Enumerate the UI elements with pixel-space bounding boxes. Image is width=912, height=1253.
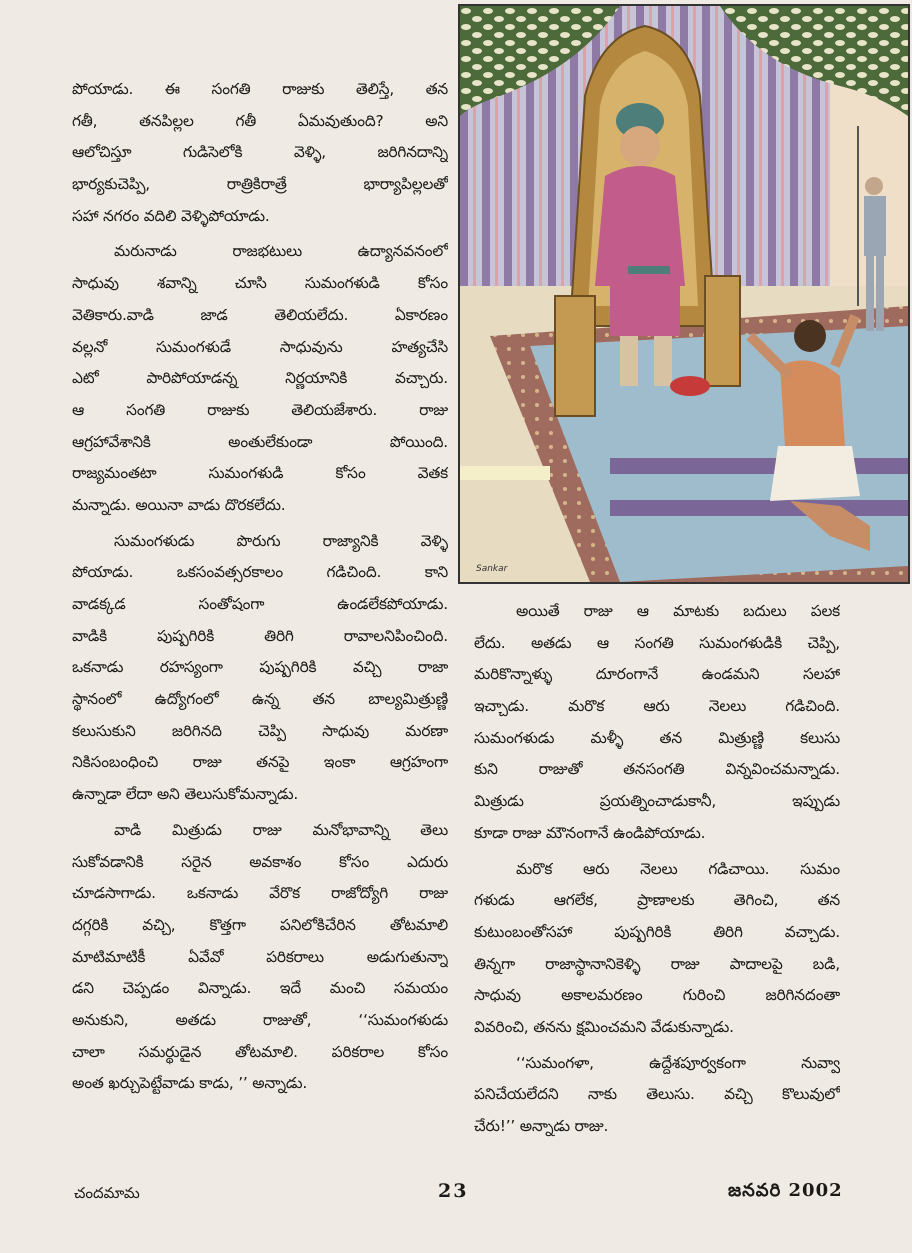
- text-line: కుటుంబంతోసహా పుష్పగిరికి తిరిగి వచ్చాడు.: [474, 922, 840, 941]
- text-line: ఇచ్చాడు. మరొక ఆరు నెలలు గడిచింది.: [474, 697, 840, 716]
- text-line: మాటిమాటికీ ఏవేవో పరికరాలు అడుగుతున్నా: [72, 947, 448, 966]
- text-line: కుని రాజుతో తనసంగతి విన్నవించమన్నాడు.: [474, 760, 840, 779]
- text-line: రాజ్యమంతటా సుమంగళుడి కోసం వెతక: [72, 464, 448, 483]
- text-line: సాధువు శవాన్ని చూసి సుమంగళుడి కోసం: [72, 274, 448, 293]
- king-throne-illustration: [460, 6, 908, 582]
- text-line: లేదు. అతడు ఆ సంగతి సుమంగళుడికి చెప్పి,: [474, 633, 840, 652]
- text-line: వాడి మిత్రుడు రాజు మనోభావాన్ని తెలు: [114, 820, 448, 839]
- text-line: చూడసాగాడు. ఒకనాడు వేరొక రాజోద్యోగి రాజు: [72, 884, 448, 903]
- text-line: పనిచేయలేదని నాకు తెలుసు. వచ్చి కొలువులో: [474, 1085, 840, 1104]
- text-line: అంత ఖర్చుపెట్టేవాడు కాడు, ’’ అన్నాడు.: [72, 1074, 308, 1093]
- paragraph: [72, 815, 448, 1100]
- left-text-column: [72, 74, 448, 1104]
- text-line: వల్లనో సుమంగళుడే సాధువును హత్యచేసి: [72, 337, 448, 356]
- text-line: భార్యకుచెప్పి, రాత్రికిరాత్రే భార్యాపిల్లలతో: [72, 175, 448, 194]
- text-line: డని చెప్పడం విన్నాడు. ఇదే మంచి సమయం: [72, 979, 448, 998]
- page-footer: [0, 1178, 912, 1208]
- text-line: అనుకుని, అతడు రాజుతో, ‘‘సుమంగళుడు: [72, 1010, 448, 1029]
- text-line: ఒకనాడు రహస్యంగా పుష్పగిరికి వచ్చి రాజా: [72, 658, 448, 677]
- text-line: సుకోవడానికి సరైన అవకాశం కోసం ఎదురు: [72, 852, 448, 871]
- text-line: పోయాడు. ఒకసంవత్సరకాలం గడిచింది. కాని: [72, 563, 448, 582]
- text-line: చేరు!’’ అన్నాడు రాజు.: [474, 1117, 609, 1135]
- text-line: వాడక్కడ సంతోషంగా ఉండలేకపోయాడు.: [72, 595, 448, 613]
- paragraph: [474, 854, 840, 1044]
- paragraph: [72, 74, 448, 232]
- text-line: దగ్గరికి వచ్చి, కొత్తగా పనిలోకిచేరిన తోటమాలి: [72, 915, 448, 934]
- text-line: ఆగ్రహావేశానికి అంతులేకుండా పోయింది.: [72, 432, 448, 451]
- text-line: ఉన్నాడా లేదా అని తెలుసుకోమన్నాడు.: [72, 785, 299, 804]
- text-line: మన్నాడు. అయినా వాడు దొరకలేదు.: [72, 495, 286, 514]
- paragraph: [72, 236, 448, 521]
- issue-date: జనవరి 2002: [728, 1180, 843, 1201]
- paragraph: [72, 526, 448, 811]
- text-line: సహా నగరం వదిలి వెళ్ళిపోయాడు.: [72, 206, 270, 225]
- paragraph: [474, 1048, 840, 1143]
- text-line: సుమంగళుడు మళ్ళీ తన మిత్రుణ్ణి కలుసు: [474, 728, 840, 747]
- text-line: వెతికారు.వాడి జాడ తెలియలేదు. ఏకారణం: [72, 305, 448, 324]
- text-line: మరొక ఆరు నెలలు గడిచాయి. సుమం: [516, 859, 840, 878]
- text-line: ఆలోచిస్తూ గుడిసెలోకి వెళ్ళి, జరిగినదాన్ని: [72, 143, 448, 162]
- text-line: పోయాడు. ఈ సంగతి రాజుకు తెలిస్తే, తన: [72, 80, 448, 98]
- text-line: నికిసంబంధించి రాజు తనపై ఇంకా ఆగ్రహంగా: [72, 753, 448, 772]
- text-line: మిత్రుడు ప్రయత్నించాడుకానీ, ఇప్పుడు: [474, 792, 840, 811]
- text-line: వాడికి పుష్పగిరికి తిరిగి రావాలనిపించింది.: [72, 626, 448, 645]
- text-line: ‘‘సుమంగళా, ఉద్దేశపూర్వకంగా నువ్వా: [516, 1053, 840, 1072]
- text-line: ఎటో పారిపోయాడన్న నిర్ణయానికి వచ్చారు.: [72, 369, 448, 388]
- text-line: మరునాడు రాజభటులు ఉద్యానవనంలో: [114, 242, 448, 261]
- story-illustration: [458, 4, 910, 584]
- text-line: అయితే రాజు ఆ మాటకు బదులు పలక: [516, 602, 840, 620]
- page-number: 23: [438, 1180, 469, 1202]
- magazine-name: చందమామ: [74, 1184, 140, 1202]
- artist-signature: Sankar: [476, 564, 508, 574]
- text-line: మరికొన్నాళ్ళు దూరంగానే ఉండమని సలహా: [474, 665, 840, 684]
- text-line: కూడా రాజు మౌనంగానే ఉండిపోయాడు.: [474, 823, 706, 842]
- text-line: సాధువు అకాలమరణం గురించి జరిగినదంతా: [474, 986, 840, 1005]
- text-line: చాలా సమర్థుడైన తోటమాలి. పరికరాల కోసం: [72, 1042, 448, 1061]
- text-line: కలుసుకుని జరిగినది చెప్పి సాధువు మరణా: [72, 721, 448, 740]
- text-line: స్థానంలో ఉద్యోగంలో ఉన్న తన బాల్యమిత్రుణ్ణి: [72, 690, 448, 709]
- text-line: గళుడు ఆగలేక, ప్రాణాలకు తెగించి, తన: [474, 891, 840, 910]
- paragraph: [474, 596, 840, 850]
- text-line: తిన్నగా రాజాస్థానానికెళ్ళి రాజు పాదాలపై బడి,: [474, 954, 840, 973]
- right-text-column: [474, 596, 840, 1147]
- text-line: వివరించి, తనను క్షమించమని వేడుకున్నాడు.: [474, 1017, 734, 1036]
- text-line: సుమంగళుడు పొరుగు రాజ్యానికి వెళ్ళి: [114, 531, 448, 550]
- text-line: ఆ సంగతి రాజుకు తెలియజేశారు. రాజు: [72, 400, 448, 419]
- text-line: గతీ, తనపిల్లల గతీ ఏమవుతుంది? అని: [72, 111, 448, 130]
